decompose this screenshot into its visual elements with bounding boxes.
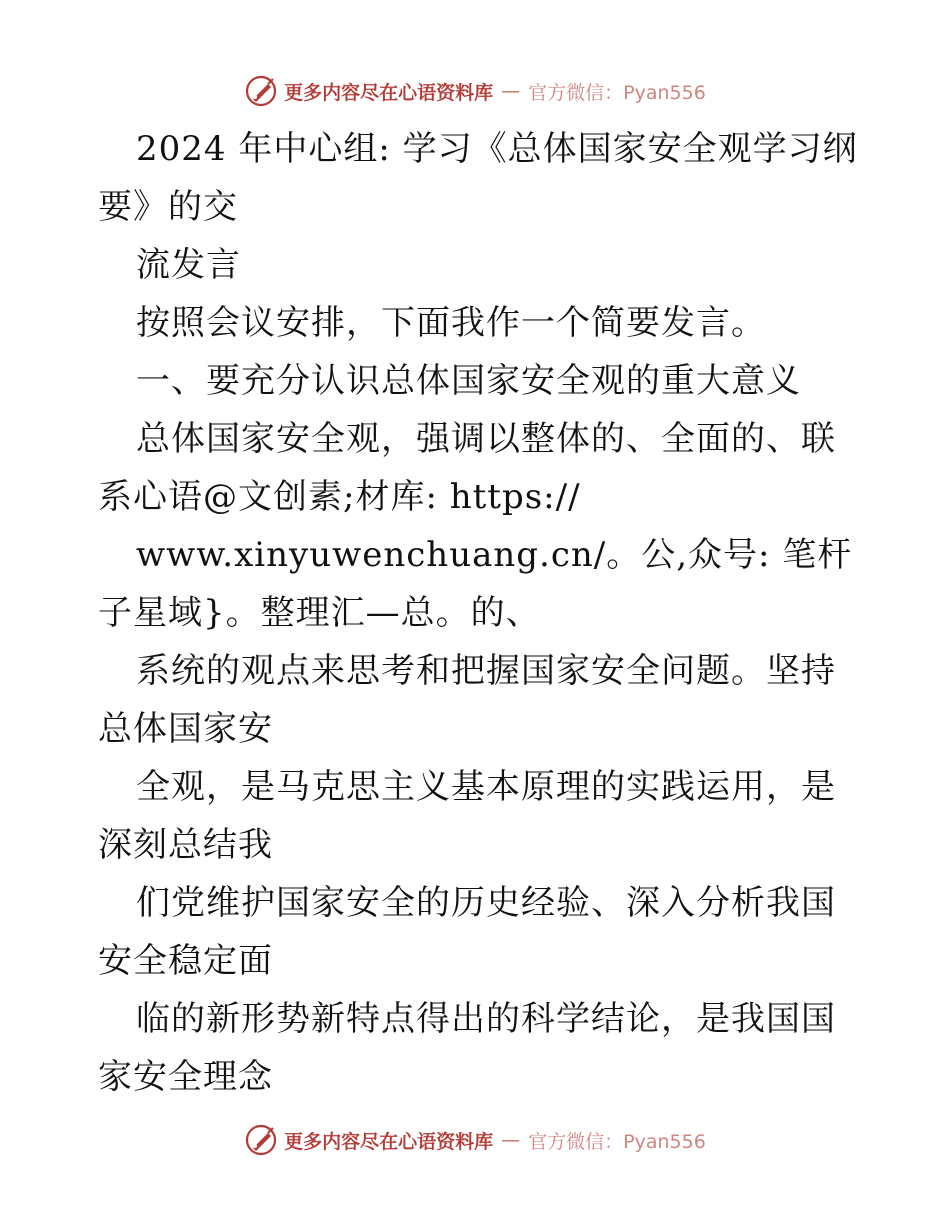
- intro-paragraph: 按照会议安排，下面我作一个简要发言。: [136, 303, 766, 343]
- quill-pen-logo-icon: [244, 1123, 278, 1157]
- wechat-contact-text: 官方微信：Pyan556: [528, 1130, 706, 1153]
- body-paragraph: www.xinyuwenchuang.cn/。公,众号: 笔杆子星域}。整理汇—总。的、: [98, 535, 853, 633]
- body-paragraph: 临的新形势新特点得出的科学结论，是我国国家安全理念: [98, 999, 836, 1097]
- quill-pen-logo-icon: [244, 74, 278, 108]
- title-continuation: 流发言: [136, 245, 241, 285]
- header-watermark-banner: [0, 66, 950, 116]
- footer-watermark-banner: [0, 1115, 950, 1165]
- body-paragraph: 系统的观点来思考和把握国家安全问题。坚持总体国家安: [98, 651, 836, 749]
- banner-separator: —: [501, 80, 521, 102]
- section-heading: 一、要充分认识总体国家安全观的重大意义: [136, 361, 801, 401]
- title-line: 2024 年中心组: 学习《总体国家安全观学习纲要》的交: [98, 129, 858, 227]
- wechat-contact-text: 官方微信：Pyan556: [528, 81, 706, 104]
- body-paragraph: 总体国家安全观，强调以整体的、全面的、联系心语@文创素;材库: https://: [98, 419, 836, 517]
- site-name-text: 更多内容尽在心语资料库: [284, 1130, 494, 1153]
- site-name-text: 更多内容尽在心语资料库: [284, 81, 494, 104]
- body-paragraph: 全观，是马克思主义基本原理的实践运用，是深刻总结我: [98, 767, 836, 865]
- document-body: [98, 120, 858, 1106]
- banner-separator: —: [501, 1129, 521, 1151]
- body-paragraph: 们党维护国家安全的历史经验、深入分析我国安全稳定面: [98, 883, 836, 981]
